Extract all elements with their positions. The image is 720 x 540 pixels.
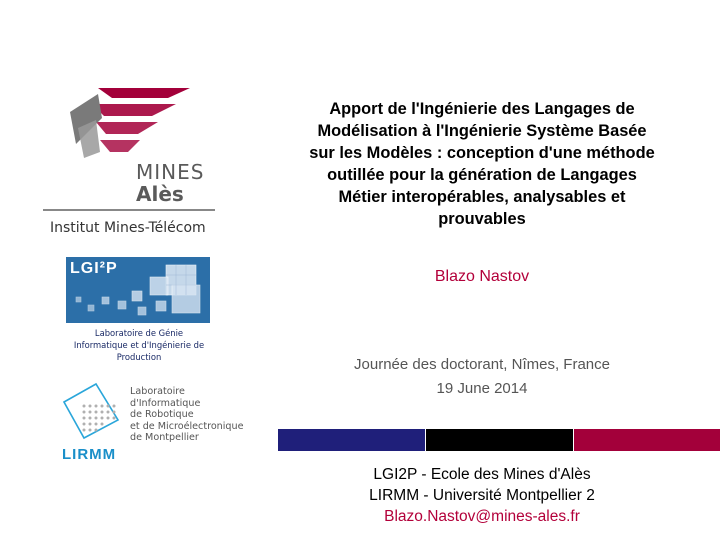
color-bar-red <box>574 429 720 451</box>
lirmm-logo-word: LIRMM <box>62 446 117 463</box>
lgi2p-caption <box>66 327 212 363</box>
title-line5: Métier interopérables, analysables et <box>338 188 626 206</box>
mines-logo-institut: Institut Mines-Télécom <box>50 220 206 236</box>
lgi2p-caption-line2: Informatique et d'Ingénierie de <box>73 340 205 350</box>
lirmm-desc-line5: de Montpellier <box>130 432 199 444</box>
lirmm-description <box>130 386 244 444</box>
lirmm-emblem-icon <box>60 380 124 444</box>
title-line6: prouvables <box>438 210 526 228</box>
color-bar-black <box>426 429 573 451</box>
cubes-icon <box>66 257 210 323</box>
mines-logo-line2: Alès <box>136 182 184 206</box>
mines-logo-line1: MINES <box>136 160 205 184</box>
lirmm-desc-line3: de Robotique <box>130 409 194 421</box>
affiliation-lgi2p: LGI2P - Ecole des Mines d'Alès <box>373 466 591 483</box>
event-name: Journée des doctorant, Nîmes, France <box>354 356 610 373</box>
lirmm-desc-line1: Laboratoire <box>130 386 185 397</box>
author-email[interactable]: Blazo.Nastov@mines-ales.fr <box>384 508 580 525</box>
event-date: 19 June 2014 <box>436 380 528 397</box>
title-line4: outillée pour la génération de Langages <box>327 166 637 184</box>
lgi2p-caption-line1: Laboratoire de Génie <box>94 328 184 338</box>
lirmm-desc-line2: d'Informatique <box>130 397 201 409</box>
lgi2p-logo-title: LGI²P <box>70 260 118 277</box>
mines-ales-logo <box>40 82 220 242</box>
title-line1: Apport de l'Ingénierie des Langages de <box>329 100 635 118</box>
affiliation-lirmm: LIRMM - Université Montpellier 2 <box>369 487 595 504</box>
title-line2: Modélisation à l'Ingénierie Système Basée <box>317 122 647 140</box>
lgi2p-caption-line3: Production <box>116 352 162 362</box>
lirmm-logo <box>60 380 124 464</box>
mines-logo-divider <box>43 209 215 211</box>
mines-emblem-icon <box>40 82 220 162</box>
title-line3: sur les Modèles : conception d'une méthode <box>309 144 655 162</box>
author-name: Blazo Nastov <box>434 268 530 285</box>
lgi2p-logo <box>66 257 210 323</box>
lirmm-desc-line4: et de Microélectronique <box>130 420 244 432</box>
slide-title <box>262 98 702 230</box>
color-bar-blue <box>278 429 425 451</box>
